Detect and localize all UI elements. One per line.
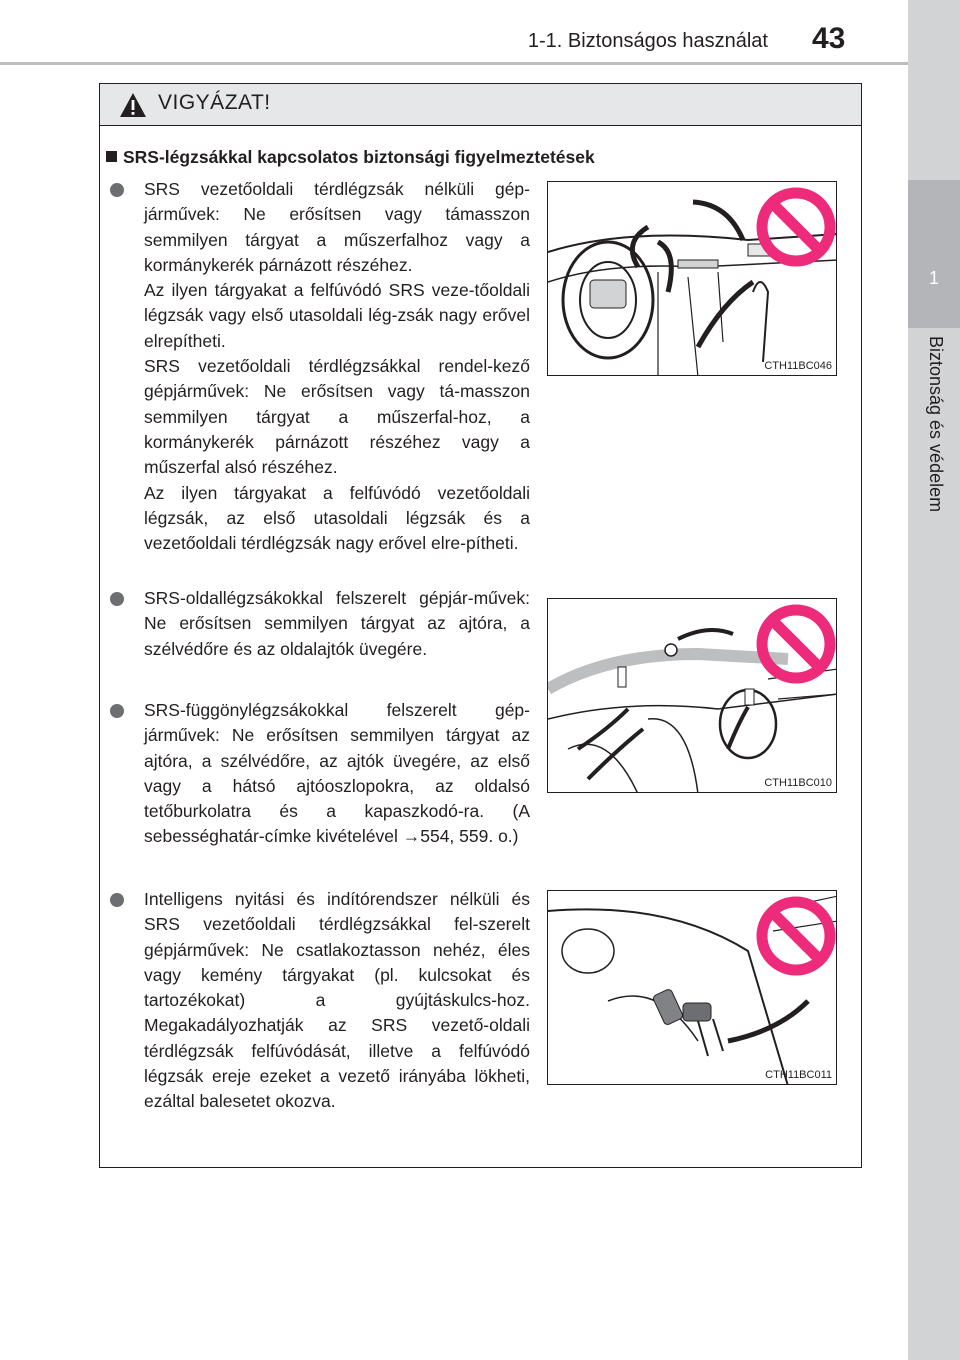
list-item bbox=[110, 887, 530, 1115]
dashboard-drawing bbox=[548, 182, 837, 376]
bullet-paragraph: SRS-oldallégzsákokkal felszerelt gépjár-művek: Ne erősítsen semmilyen tárgyat az ajtóra, a szélvédőre és az oldalajtók üvegére. bbox=[144, 588, 530, 659]
bullet-paragraph: Intelligens nyitási és indítórendszer nélküli és SRS vezetőoldali térdlégzsákkal fel-szerelt gépjárművek: Ne csatlakoztasson nehéz, éles vagy kemény tárgyakat (pl. kulcsokat és tartozékokat) a gyújtáskulcs-hoz. Megakadályozhatják az SRS vezető-oldali térdlégzsák felfúvódását, illetve a felfúvódó légzsák ereje ezeket a vezető irányába lökheti, ezáltal balesetet okozva. bbox=[144, 889, 530, 1112]
header-divider bbox=[0, 62, 908, 65]
list-item bbox=[110, 698, 530, 850]
square-bullet-icon bbox=[106, 151, 117, 162]
bullet-paragraph: Az ilyen tárgyakat a felfúvódó vezetőoldali légzsák, az első utasoldali légzsák és a vezetőoldali térdlégzsák nagy erővel elre-pítheti. bbox=[144, 482, 530, 554]
bullet-paragraph: SRS vezetőoldali térdlégzsákkal rendel-kező gépjárművek: Ne erősítsen vagy tá-masszon semmilyen tárgyat a műszerfal-hoz, a kormánykerék párnázott részéhez vagy a műszerfal alsó részéhez. bbox=[144, 356, 530, 478]
figure-code: CTH11BC046 bbox=[764, 360, 832, 372]
bullet-paragraph: SRS vezetőoldali térdlégzsák nélküli gép-járművek: Ne erősítsen vagy támasszon semmilyen tárgyat a műszerfalhoz vagy a kormánykerék párnázott részéhez. bbox=[144, 179, 530, 275]
page-number: 43 bbox=[812, 22, 846, 55]
bullet-paragraph: Az ilyen tárgyakat a felfúvódó SRS veze-tőoldali légzsák vagy első utasoldali lég-zsák nagy erővel elrepítheti. bbox=[144, 280, 530, 351]
illustration-ignition-key bbox=[547, 890, 837, 1085]
prohibition-icon bbox=[762, 610, 830, 678]
section-title bbox=[106, 147, 595, 168]
bullet-dot-icon bbox=[110, 592, 124, 606]
warning-title: VIGYÁZAT! bbox=[158, 91, 271, 114]
bullet-paragraph: SRS-függönylégzsákokkal felszerelt gép-járművek: Ne erősítsen semmilyen tárgyat az ajtóra, a szélvédőre, az ajtók üvegére, az első vagy a hátsó ajtóoszlopokra, az oldalsó tetőburkolatra és a kapaszkodó-ra. (A sebességhatár-címke kivételével →554, 559. o.) bbox=[144, 700, 530, 847]
chapter-tab-active bbox=[908, 180, 960, 328]
illustration-interior bbox=[547, 598, 837, 793]
warning-header bbox=[100, 84, 861, 126]
illustration-dashboard bbox=[547, 181, 837, 376]
chapter-number: 1 bbox=[928, 268, 939, 288]
bullet-dot-icon bbox=[110, 183, 124, 197]
figure-code: CTH11BC011 bbox=[765, 1069, 832, 1081]
ignition-key-drawing bbox=[548, 891, 837, 1085]
chapter-label: Biztonság és védelem bbox=[926, 336, 946, 513]
list-item bbox=[110, 177, 530, 556]
prohibition-icon bbox=[762, 902, 830, 970]
figure-code: CTH11BC010 bbox=[764, 777, 832, 789]
warning-triangle-icon bbox=[119, 92, 147, 118]
warning-box bbox=[99, 83, 862, 1168]
bullet-dot-icon bbox=[110, 893, 124, 907]
interior-drawing bbox=[548, 599, 837, 793]
bullet-dot-icon bbox=[110, 704, 124, 718]
section-title-text: SRS-légzsákkal kapcsolatos biztonsági figyelmeztetések bbox=[123, 147, 595, 167]
list-item bbox=[110, 586, 530, 662]
chapter-side-tab[interactable] bbox=[908, 0, 960, 1360]
prohibition-icon bbox=[762, 193, 830, 261]
header-title: 1-1. Biztonságos használat bbox=[527, 30, 768, 52]
